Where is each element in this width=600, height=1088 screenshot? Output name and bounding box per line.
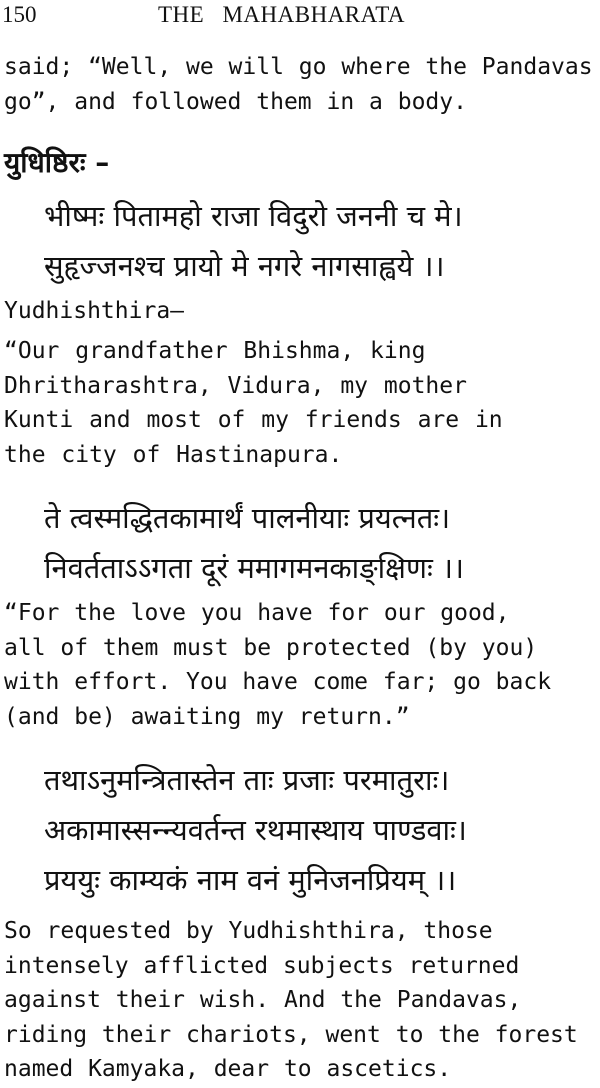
running-title: THE MAHABHARATA (158, 2, 406, 27)
verse-3-line-3: प्रययुः काम्यकं नाम वनं मुनिजनप्रियम् ।। (44, 863, 457, 897)
page-number: 150 (2, 2, 37, 27)
verse-1-line-2: सुहृज्जनश्च प्रायो मे नगरे नागसाह्वये ।। (44, 249, 445, 283)
intro-paragraph: said; “Well, we will go where the Pandavas go”, and followed them in a body. (4, 54, 593, 115)
speaker-heading-devanagari: युधिष्ठिरः – (4, 146, 110, 179)
verse-2-line-1: ते त्वस्मद्धितकामार्थं पालनीयाः प्रयत्नतः। (44, 501, 451, 535)
verse-3-line-2: अकामास्सन्न्यवर्तन्त रथमास्थाय पाण्डवाः। (44, 813, 467, 847)
translation-paragraph-1: “Our grandfather Bhishma, king Dhritharashtra, Vidura, my mother Kunti and most of my friends are in the city of Hastinapura. (4, 338, 503, 468)
page-header (0, 0, 600, 30)
translation-paragraph-3: So requested by Yudhishthira, those intensely afflicted subjects returned against their wish. And the Pandavas, riding their chariots, went to the forest named Kamyaka, dear to ascetics. (4, 918, 578, 1082)
verse-2-line-2: निवर्तताऽऽगता दूरं ममागमनकाङ्क्षिणः ।। (44, 551, 464, 585)
translation-paragraph-2: “For the love you have for our good, all of them must be protected (by you) with effort. You have come far; go back (and be) awaiting my return.” (4, 600, 552, 730)
verse-1-line-1: भीष्मः पितामहो राजा विदुरो जननी च मे। (44, 199, 463, 233)
verse-3-line-1: तथाऽनुमन्त्रितास्तेन ताः प्रजाः परमातुराः। (44, 763, 450, 797)
speaker-heading-english: Yudhishthira— (4, 298, 185, 324)
